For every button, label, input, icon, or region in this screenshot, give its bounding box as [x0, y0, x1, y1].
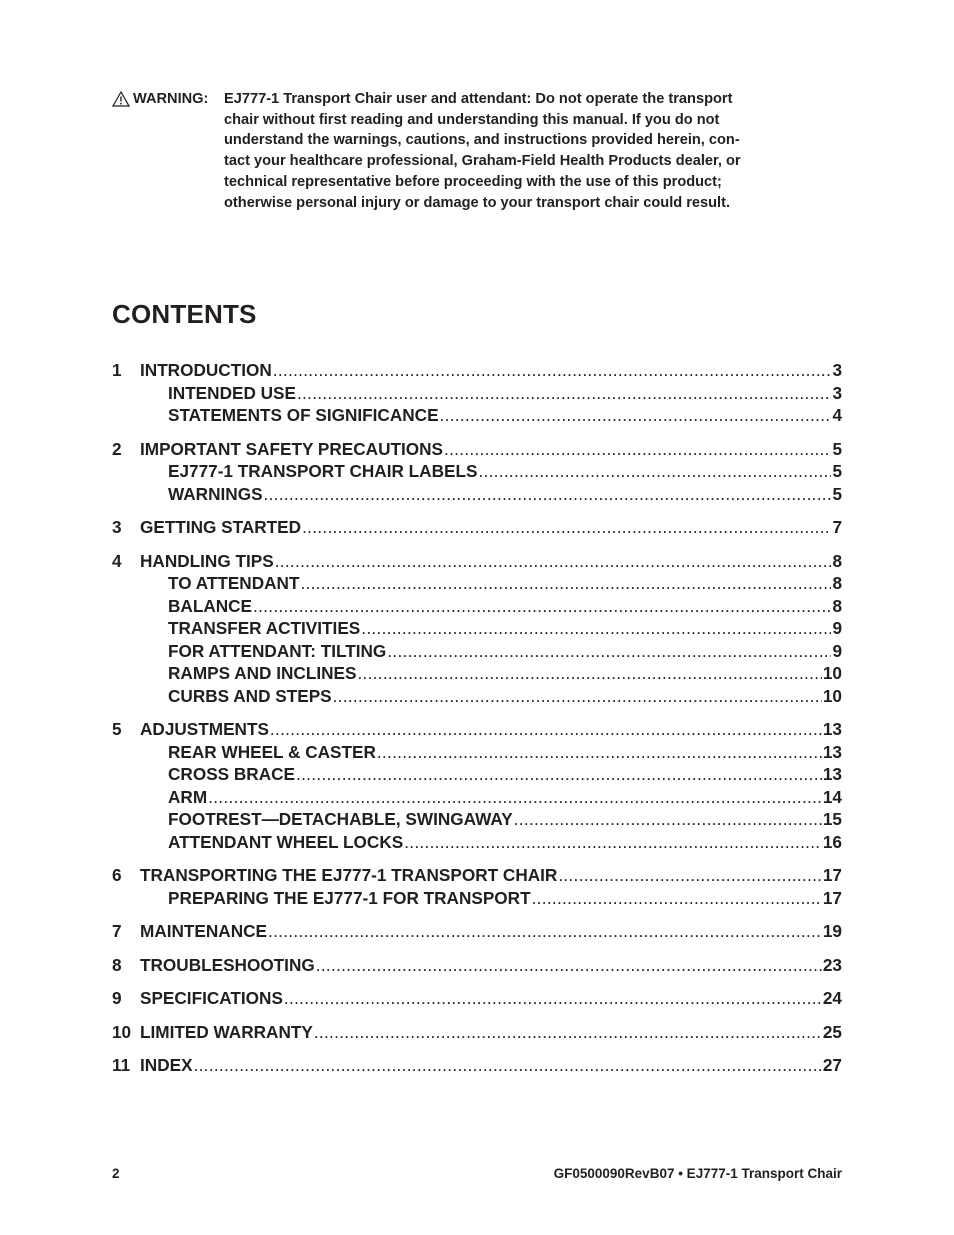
toc-subentry[interactable]: [112, 742, 842, 765]
dot-leader: [377, 742, 822, 763]
toc-subentry[interactable]: [112, 405, 842, 428]
toc-subentry[interactable]: [112, 686, 842, 709]
toc-entry-number: 8: [112, 954, 122, 975]
contents-heading: CONTENTS: [112, 299, 257, 329]
warning-line: technical representative before proceeding with the use of this product;: [224, 173, 722, 190]
toc-subentry[interactable]: [112, 663, 842, 686]
toc-subentry[interactable]: [112, 484, 842, 507]
toc-subentry[interactable]: [112, 641, 842, 664]
toc-entry-page: 17: [822, 865, 842, 885]
dot-leader: [194, 1055, 822, 1076]
dot-leader: [314, 1022, 822, 1043]
toc-entry-page: 19: [822, 921, 842, 941]
toc-entry[interactable]: [112, 517, 842, 540]
dot-leader: [333, 686, 822, 707]
dot-leader: [440, 405, 832, 426]
toc-entry-title: CURBS AND STEPS: [168, 685, 332, 706]
toc-subentry[interactable]: [112, 888, 842, 911]
toc-entry-title: FOOTREST—DETACHABLE, SWINGAWAY: [168, 809, 513, 829]
toc-entry-title: WARNINGS: [168, 483, 263, 504]
toc-entry-title: TRANSFER ACTIVITIES: [168, 618, 361, 638]
toc-subentry[interactable]: [112, 764, 842, 787]
dot-leader: [361, 618, 831, 639]
toc-entry-page: 14: [822, 786, 842, 807]
toc-entry-page: 13: [822, 719, 842, 739]
toc-subentry[interactable]: [112, 596, 842, 619]
toc-entry-title: SPECIFICATIONS: [140, 988, 283, 1008]
dot-leader: [273, 360, 832, 381]
toc-entry-page: 9: [832, 618, 842, 638]
dot-leader: [264, 484, 832, 505]
toc-entry[interactable]: [112, 955, 842, 978]
toc-entry[interactable]: [112, 1055, 842, 1078]
dot-leader: [404, 832, 822, 853]
toc-entry-page: 25: [822, 1021, 842, 1042]
toc-entry-title: BALANCE: [168, 595, 253, 616]
toc-entry-page: 5: [832, 483, 842, 504]
toc-entry-title: TROUBLESHOOTING: [140, 954, 315, 975]
toc-entry-title: TRANSPORTING THE EJ777-1 TRANSPORT CHAIR: [140, 865, 558, 885]
toc-entry-title: ADJUSTMENTS: [140, 719, 269, 739]
toc-entry-number: 9: [112, 988, 122, 1008]
toc-entry-title: EJ777-1 TRANSPORT CHAIR LABELS: [168, 461, 478, 481]
toc-entry-page: 16: [822, 831, 842, 852]
toc-entry-title: ARM: [168, 786, 208, 807]
toc-entry[interactable]: [112, 439, 842, 462]
toc-entry-number: 5: [112, 719, 122, 739]
warning-line: otherwise personal injury or damage to your transport chair could result.: [224, 194, 731, 211]
toc-entry[interactable]: [112, 988, 842, 1011]
dot-leader: [284, 988, 822, 1009]
toc-entry-page: 10: [822, 663, 842, 683]
dot-leader: [270, 719, 822, 740]
toc-entry-number: 3: [112, 517, 122, 537]
toc-entry-page: 17: [822, 887, 842, 908]
warning-text: [224, 89, 852, 213]
dot-leader: [478, 461, 831, 482]
dot-leader: [514, 809, 822, 830]
dot-leader: [297, 383, 831, 404]
toc-entry-page: 5: [832, 438, 842, 459]
toc-entry-title: RAMPS AND INCLINES: [168, 663, 357, 683]
toc-entry-page: 3: [832, 360, 842, 380]
toc-entry[interactable]: [112, 865, 842, 888]
toc-entry[interactable]: [112, 360, 842, 383]
toc-section: [112, 955, 842, 978]
dot-leader: [558, 865, 822, 886]
document-id: GF0500090RevB07 • EJ777-1 Transport Chair: [553, 1166, 842, 1181]
dot-leader: [300, 573, 831, 594]
dot-leader: [387, 641, 831, 662]
warning-line: understand the warnings, cautions, and instructions provided herein, con-: [224, 132, 740, 149]
toc-entry-page: 13: [822, 741, 842, 762]
toc-entry-page: 4: [832, 405, 842, 425]
dot-leader: [532, 888, 822, 909]
toc-entry-number: 4: [112, 550, 122, 571]
toc-section: [112, 865, 842, 910]
toc-subentry[interactable]: [112, 383, 842, 406]
warning-line: chair without first reading and understanding this manual. If you do not: [224, 111, 720, 128]
toc-section: [112, 1055, 842, 1078]
toc-entry-page: 5: [832, 461, 842, 481]
warning-label: WARNING:: [133, 91, 209, 107]
toc-entry-page: 7: [832, 517, 842, 537]
dot-leader: [268, 921, 822, 942]
toc-entry-number: 10: [112, 1021, 132, 1042]
toc-entry[interactable]: [112, 551, 842, 574]
dot-leader: [444, 439, 831, 460]
toc-entry[interactable]: [112, 1022, 842, 1045]
toc-entry-page: 3: [832, 382, 842, 403]
dot-leader: [316, 955, 822, 976]
toc-entry-title: REAR WHEEL & CASTER: [168, 741, 376, 762]
toc-entry-page: 10: [822, 685, 842, 706]
toc-entry-page: 9: [832, 640, 842, 661]
toc-entry-title: ATTENDANT WHEEL LOCKS: [168, 831, 404, 852]
toc-subentry[interactable]: [112, 832, 842, 855]
dot-leader: [357, 663, 821, 684]
toc-entry-title: FOR ATTENDANT: TILTING: [168, 640, 387, 661]
toc-entry-page: 13: [822, 764, 842, 784]
toc-entry-page: 8: [832, 550, 842, 571]
toc-entry-page: 8: [832, 595, 842, 616]
toc-entry-title: INTRODUCTION: [140, 360, 272, 380]
toc-section: [112, 360, 842, 428]
toc-entry-title: GETTING STARTED: [140, 517, 302, 537]
toc-entry-title: IMPORTANT SAFETY PRECAUTIONS: [140, 438, 444, 459]
toc-section: [112, 439, 842, 507]
toc-entry-title: INDEX: [140, 1055, 193, 1075]
toc-entry-title: PREPARING THE EJ777-1 FOR TRANSPORT: [168, 887, 531, 908]
toc-entry-title: STATEMENTS OF SIGNIFICANCE: [168, 405, 439, 425]
warning-triangle-icon: [112, 91, 130, 107]
toc-entry-number: 1: [112, 360, 122, 380]
toc-entry-number: 2: [112, 438, 122, 459]
toc-subentry[interactable]: [112, 573, 842, 596]
toc-subentry[interactable]: [112, 618, 842, 641]
toc-entry-title: INTENDED USE: [168, 382, 296, 403]
dot-leader: [296, 764, 822, 785]
dot-leader: [208, 787, 822, 808]
toc-entry-title: TO ATTENDANT: [168, 573, 300, 593]
toc-entry-title: CROSS BRACE: [168, 764, 296, 784]
toc-entry-page: 23: [822, 954, 842, 975]
toc-section: [112, 921, 842, 944]
warning-line: EJ777-1 Transport Chair user and attendant: Do not operate the transport: [224, 91, 733, 107]
table-of-contents: [112, 360, 842, 1089]
dot-leader: [302, 517, 831, 538]
toc-section: [112, 551, 842, 709]
toc-entry-page: 8: [832, 573, 842, 593]
toc-entry[interactable]: [112, 921, 842, 944]
toc-section: [112, 988, 842, 1011]
toc-subentry[interactable]: [112, 809, 842, 832]
toc-entry-title: HANDLING TIPS: [140, 550, 274, 571]
dot-leader: [275, 551, 832, 572]
toc-subentry[interactable]: [112, 461, 842, 484]
toc-subentry[interactable]: [112, 787, 842, 810]
toc-entry-page: 24: [822, 988, 842, 1008]
toc-entry-number: 11: [112, 1055, 131, 1075]
toc-entry-title: LIMITED WARRANTY: [140, 1021, 313, 1042]
page-number: 2: [112, 1166, 120, 1181]
toc-section: [112, 719, 842, 854]
toc-section: [112, 517, 842, 540]
warning-line: tact your healthcare professional, Graham-Field Health Products dealer, or: [224, 153, 741, 170]
warning-heading: [112, 89, 208, 110]
toc-entry-title: MAINTENANCE: [140, 921, 267, 941]
dot-leader: [253, 596, 831, 617]
toc-entry-number: 6: [112, 865, 122, 885]
toc-entry-page: 15: [822, 809, 842, 829]
toc-entry-page: 27: [822, 1055, 842, 1075]
toc-section: [112, 1022, 842, 1045]
toc-entry[interactable]: [112, 719, 842, 742]
toc-entry-number: 7: [112, 921, 122, 941]
